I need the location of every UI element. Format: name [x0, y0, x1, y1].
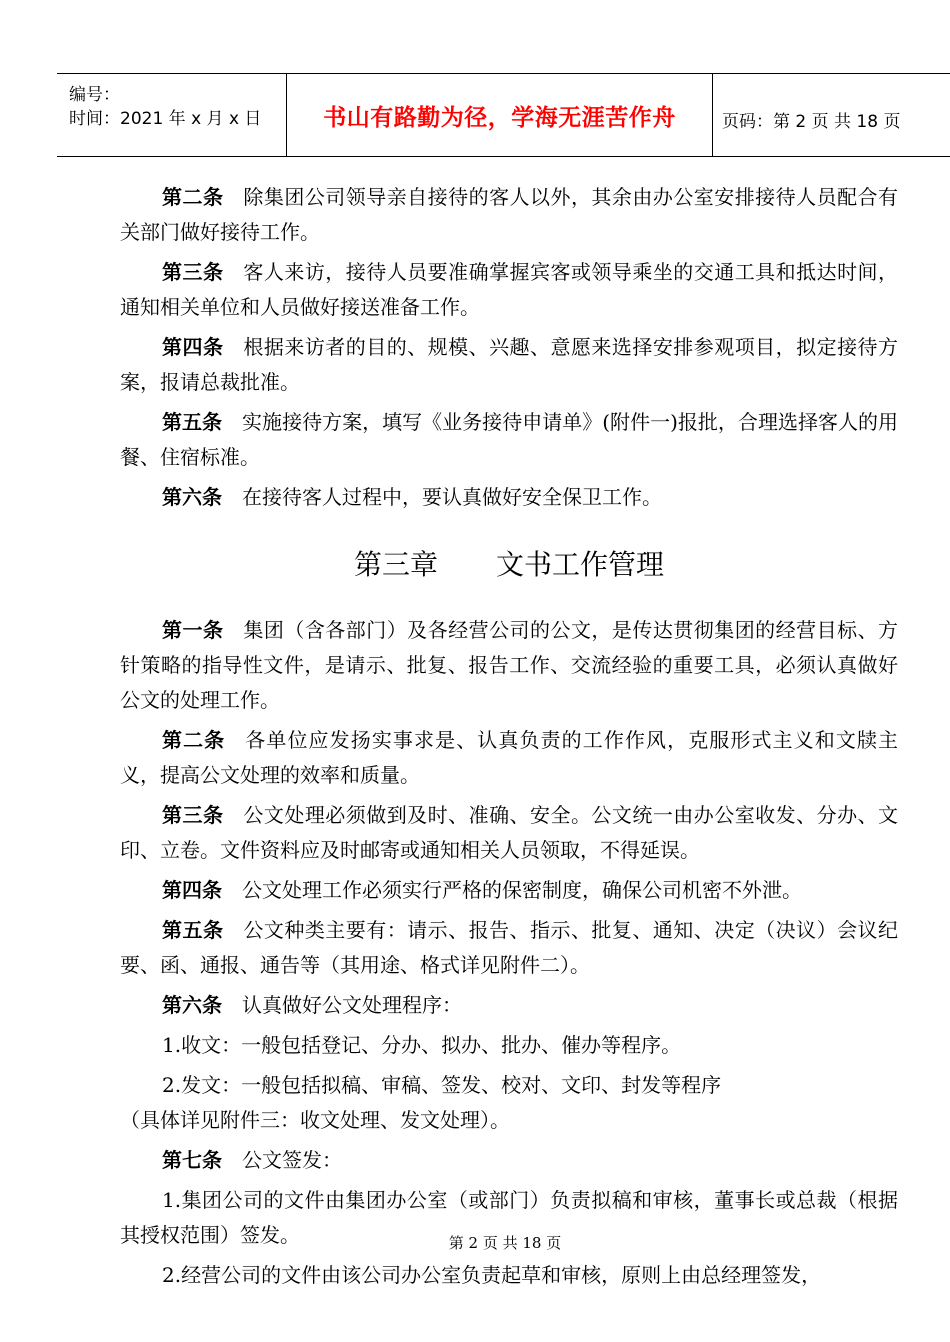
chapter-title: 文书工作管理	[496, 548, 665, 581]
document-body	[120, 180, 898, 1298]
doc-number-label: 编号：	[69, 85, 120, 105]
page-footer: 第 2 页 共 18 页	[448, 1234, 562, 1252]
list-item: 2.发文：一般包括拟稿、审稿、签发、校对、文印、封发等程序	[162, 1073, 722, 1097]
article-number: 第三条	[162, 803, 224, 827]
article-text: 根据来访者的目的、规模、兴趣、意愿来选择安排参观项目，拟定接待方案，报请总裁批准。	[120, 335, 899, 394]
doc-time-label: 时间：2021 年 x 月 x 日	[69, 109, 262, 129]
article-paragraph	[120, 180, 898, 250]
page-header	[57, 73, 950, 157]
article-paragraph	[120, 913, 898, 983]
article-number: 第一条	[162, 618, 224, 642]
article-number: 第五条	[162, 410, 223, 434]
list-item-continuation: （具体详见附件三：收文处理、发文处理）。	[120, 1108, 510, 1132]
article-text: 公文签发：	[242, 1148, 342, 1172]
article-paragraph	[120, 873, 898, 908]
article-number: 第七条	[162, 1148, 222, 1172]
article-text: 认真做好公文处理程序：	[242, 993, 462, 1017]
article-number: 第四条	[162, 335, 224, 359]
article-paragraph	[120, 1143, 898, 1178]
list-item: 1.集团公司的文件由集团办公室（或部门）负责拟稿和审核，董事长或总裁（根据其授权范围）签发。	[120, 1188, 898, 1247]
chapter-number: 第三章	[353, 548, 438, 581]
article-paragraph	[120, 723, 898, 793]
article-text: 公文处理必须做到及时、准确、安全。公文统一由办公室收发、分办、文印、立卷。文件资料应及时邮寄或通知相关人员领取，不得延误。	[120, 803, 899, 862]
article-text: 除集团公司领导亲自接待的客人以外，其余由办公室安排接待人员配合有关部门做好接待工作。	[120, 185, 899, 244]
article-number: 第三条	[162, 260, 224, 284]
article-paragraph	[120, 798, 898, 868]
article-text: 各单位应发扬实事求是、认真负责的工作作风，克服形式主义和文牍主义，提高公文处理的效率和质量。	[120, 728, 899, 787]
article-paragraph	[120, 613, 898, 718]
list-item: 1.收文：一般包括登记、分办、拟办、批办、催办等程序。	[162, 1033, 682, 1057]
article-text: 公文种类主要有：请示、报告、指示、批复、通知、决定（决议）会议纪要、函、通报、通告等（其用途、格式详见附件二）。	[120, 918, 899, 977]
article-number: 第六条	[162, 993, 222, 1017]
article-number: 第二条	[162, 185, 224, 209]
header-page-label: 页码：第 2 页 共 18 页	[722, 112, 901, 132]
article-text: 客人来访，接待人员要准确掌握宾客或领导乘坐的交通工具和抵达时间，通知相关单位和人员做好接送准备工作。	[120, 260, 899, 319]
article-number: 第二条	[162, 728, 226, 752]
article-text: 实施接待方案，填写《业务接待申请单》(附件一)报批，合理选择客人的用餐、住宿标准。	[120, 410, 899, 469]
article-paragraph	[120, 988, 898, 1023]
article-paragraph	[120, 405, 898, 475]
header-motto: 书山有路勤为径，学海无涯苦作舟	[287, 74, 713, 156]
article-number: 第六条	[162, 485, 222, 509]
list-item: 2.经营公司的文件由该公司办公室负责起草和审核，原则上由总经理签发，	[162, 1263, 822, 1287]
article-paragraph	[120, 480, 898, 515]
article-text: 公文处理工作必须实行严格的保密制度，确保公司机密不外泄。	[242, 878, 802, 902]
article-number: 第五条	[162, 918, 224, 942]
article-paragraph	[120, 255, 898, 325]
article-number: 第四条	[162, 878, 222, 902]
header-meta	[57, 74, 287, 156]
article-text: 集团（含各部门）及各经营公司的公文，是传达贯彻集团的经营目标、方针策略的指导性文件，是请示、批复、报告工作、交流经验的重要工具，必须认真做好公文的处理工作。	[120, 618, 899, 712]
header-page-info	[713, 74, 950, 156]
article-text: 在接待客人过程中，要认真做好安全保卫工作。	[242, 485, 662, 509]
article-paragraph	[120, 330, 898, 400]
chapter-heading	[120, 545, 898, 585]
